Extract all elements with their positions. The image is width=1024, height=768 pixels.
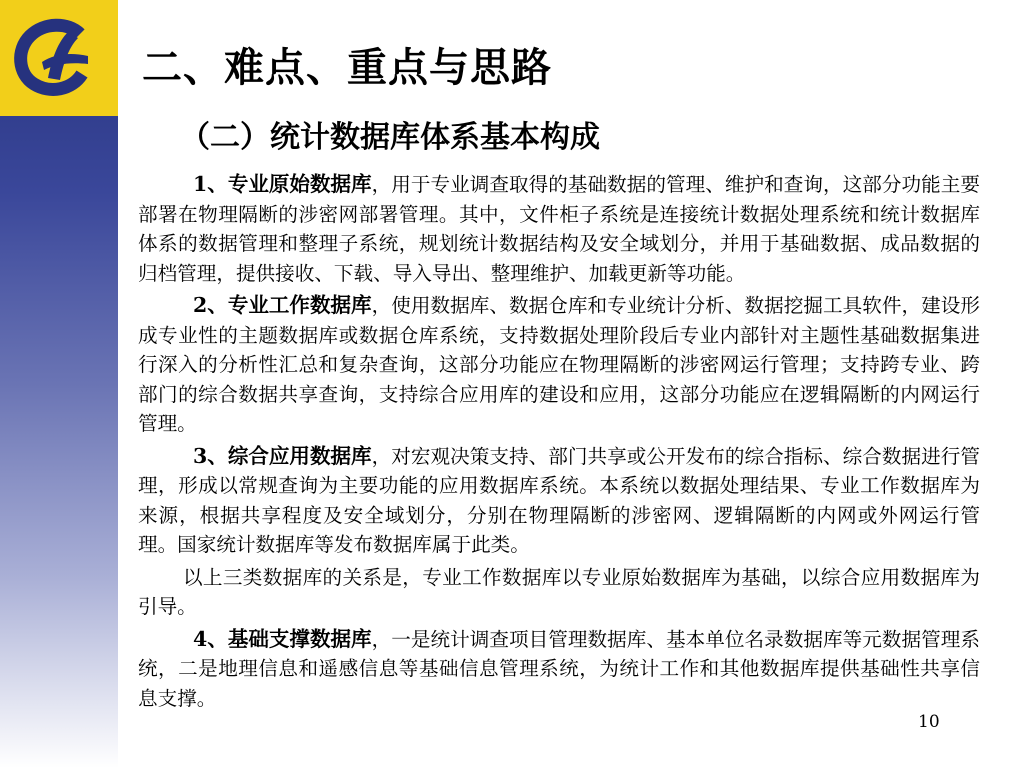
paragraph-professional-raw-db (138, 170, 980, 288)
paragraph-heading: 4、基础支撑数据库 (193, 626, 372, 651)
paragraph-text: ，用于专业调查取得的基础数据的管理、维护和查询，这部分功能主要部署在物理隔断的涉密网部署管理。其中，文件柜子系统是连接统计数据处理系统和统计数据库体系的数据管理和整理子系统，规划统计数据结构及安全域划分，并用于基础数据、成品数据的归档管理，提供接收、下载、导入导出、整理维护、加载更新等功能。 (138, 173, 981, 285)
logo-block (0, 0, 118, 116)
paragraph-text: 以上三类数据库的关系是，专业工作数据库以专业原始数据库为基础，以综合应用数据库为引导。 (138, 565, 980, 618)
slide-title: 二、难点、重点与思路 (142, 44, 552, 91)
paragraph-basic-support-db (138, 625, 980, 714)
paragraph-heading: 1、专业原始数据库 (193, 172, 372, 196)
paragraph-heading: 2、专业工作数据库 (193, 293, 372, 317)
paragraph-integrated-app-db (138, 442, 980, 560)
paragraph-text: ，使用数据库、数据仓库和专业统计分析、数据挖掘工具软件，建设形成专业性的主题数据库或数据仓库系统，支持数据处理阶段后专业内部针对主题性基础数据集进行深入的分析性汇总和复杂查询，这部分功能应在物理隔断的涉密网运行管理；支持跨专业、跨部门的综合数据共享查询，支持综合应用库的建设和应用，这部分功能应在逻辑隔断的内网运行管理。 (138, 294, 981, 435)
paragraph-text: ，一是统计调查项目管理数据库、基本单位名录数据库等元数据管理系统，二是地理信息和遥感信息等基础信息管理系统，为统计工作和其他数据库提供基础性共享信息支撑。 (138, 627, 981, 710)
paragraph-text: ，对宏观决策支持、部门共享或公开发布的综合指标、综合数据进行管理，形成以常规查询为主要功能的应用数据库系统。本系统以数据处理结果、专业工作数据库为来源，根据共享程度及安全域划分，分别在物理隔断的涉密网、逻辑隔断的内网或外网运行管理。国家统计数据库等发布数据库属于此类。 (138, 444, 981, 556)
slide-subtitle: （二）统计数据库体系基本构成 (180, 120, 600, 155)
paragraph-professional-work-db (138, 291, 980, 439)
page-number: 10 (918, 712, 940, 732)
slide-body (138, 170, 980, 716)
statistics-bureau-logo-icon (8, 8, 108, 108)
paragraph-db-relationship (138, 563, 980, 622)
paragraph-heading: 3、综合应用数据库 (193, 443, 372, 468)
